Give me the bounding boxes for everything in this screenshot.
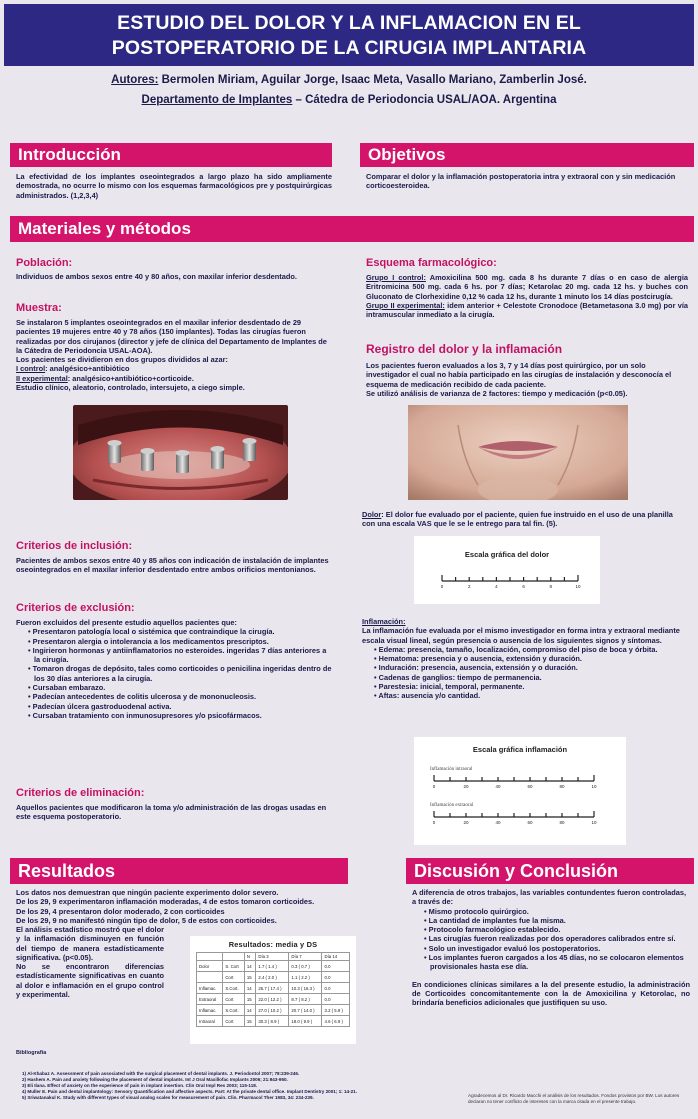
table-row (197, 972, 350, 983)
muestra-title: Muestra: (16, 302, 62, 314)
table-cell: 0.0 (322, 983, 350, 994)
scale-tick-label: 0 (432, 820, 436, 825)
resultados-analysis (16, 925, 164, 999)
table-cell: 15 (244, 972, 255, 983)
list-item: • Tomaron drogas de depósito, tales como corticoides o penicilina ingeridas dentro de los 30 días anteriores a la cirugía. (16, 664, 334, 683)
table-cell: 15 (244, 1016, 255, 1027)
scale-tick-label: 80 (559, 820, 565, 825)
department-line (4, 90, 694, 110)
list-item: • Solo un investigador evaluó los postoperatorios. (412, 944, 690, 953)
discusion-list (412, 907, 690, 972)
table-cell: Extraoral (197, 994, 223, 1005)
extraoral-scale-label: Inflamación extraoral (430, 803, 474, 808)
inclusion-title: Criterios de inclusión: (16, 540, 133, 552)
scale-tick-label: 20 (463, 784, 469, 789)
discusion-title: Discusión y Conclusión (414, 861, 619, 881)
bib-item: 5) Sriwatanakul K. Study with different types of visual analog scales for measurement of pain. Clin. Pharmacol Ther 1983, 34: 234-239. (22, 1095, 314, 1100)
exclusion-title: Criterios de exclusión: (16, 602, 135, 614)
registro-block (366, 361, 688, 398)
esquema-block (366, 273, 688, 319)
muestra-text: Se instalaron 5 implantes oseointegrados en el maxilar inferior desdentado de 29 pacientes 19 mujeres entre 40 y 78 años (150 implantes). Todas las cirugías fueron realizadas por dos cirujanos (director y jefe de clínica del Departamento de Implantes de la Cátedra de Periodoncia USAL-AOA). (16, 318, 327, 355)
resultados-line: De los 29, 4 presentaron dolor moderado, 2 con corticoides (16, 906, 225, 916)
table-cell: 14 (244, 983, 255, 994)
table-cell: S. Cort (223, 961, 245, 972)
table-cell: Día 3 (256, 953, 289, 961)
title-band (4, 4, 694, 66)
resultados-lines (16, 888, 346, 925)
inclusion-text: Pacientes de ambos sexos entre 40 y 85 años con indicación de instalación de implantes oseointegrados en el maxilar inferior desdentado entre ambos orificios mentonianos. (16, 556, 329, 575)
scale-tick-label: 20 (463, 820, 469, 825)
list-item: • Induración: presencia, ausencia, extensión y o duración. (362, 663, 688, 672)
dolor-text: : El dolor fue evaluado por el paciente, quien fue instruido en el uso de una planilla con una escala VAS que le se le entrego para tal fin. (5). (362, 510, 673, 529)
control-line (16, 364, 334, 373)
table-cell: 1.1 ( 2.2 ) (289, 972, 322, 983)
experimental-text: : analgésico+antibiótico+corticoide. (67, 373, 194, 383)
table-cell: 1.7 ( 1.4 ) (256, 961, 289, 972)
table-cell: 15 (244, 994, 255, 1005)
pain-scale-figure (414, 536, 600, 604)
scale-tick-label: 60 (527, 784, 533, 789)
bib-item: 4) Muller E. Pain and dental implantology: Sensory Quantification and affective aspects. Part: At the private dental office. Implant Dentistry 2001; 1: 14-21. (22, 1089, 357, 1094)
list-item: • Cursaban tratamiento con inmunosupresores y/o psicofármacos. (16, 711, 334, 720)
exclusion-list (16, 627, 334, 720)
table-row (197, 994, 350, 1005)
discusion-block (412, 888, 690, 1008)
table-cell: 22.0 ( 12.2 ) (256, 994, 289, 1005)
table-cell: 14 (244, 1005, 255, 1016)
section-bar-resultados (10, 858, 348, 884)
table-cell (197, 953, 223, 961)
scale-tick-label: 40 (495, 820, 501, 825)
list-item: • Padecían antecedentes de colitis ulcerosa y de mononucleosis. (16, 692, 334, 701)
table-row (197, 983, 350, 994)
table-cell: 30.3 ( 8.9 ) (256, 1016, 289, 1027)
resultados-title: Resultados (18, 861, 116, 881)
resultados-line: De los 29, 9 no manifestó ningún tipo de dolor, 5 de estos con corticoides. (16, 915, 277, 925)
authors-label: Autores: (111, 74, 159, 86)
exclusion-intro: Fueron excluidos del presente estudio aquellos pacientes que: (16, 618, 237, 627)
authors-line (4, 70, 694, 90)
materiales-title: Materiales y métodos (18, 219, 191, 238)
scale-tick-label: 40 (495, 784, 501, 789)
resultados-line: De los 29, 9 experimentaron inflamación moderadas, 4 de estos tomaron corticoides. (16, 897, 315, 907)
resultados-line: Los datos nos demuestran que ningún paciente experimento dolor severo. (16, 888, 279, 897)
poster-title-line1: ESTUDIO DEL DOLOR Y LA INFLAMACION EN EL (117, 12, 581, 34)
list-item: • Edema: presencia, tamaño, localización, compromiso del piso de boca y órbita. (362, 645, 688, 654)
eliminacion-text: Aquellos pacientes que modificaron la toma y/o administración de las drogas usadas en este esquema postoperatorio. (16, 803, 327, 822)
inflamacion-label: Inflamación: (362, 617, 406, 626)
list-item: • Los implantes fueron cargados a los 45 días, no se colocaron elementos provisionales hasta ese día. (412, 953, 690, 972)
department-label: Departamento de Implantes (141, 94, 293, 106)
control-label: I control (16, 364, 46, 374)
face-photo (408, 405, 628, 500)
table-cell: 20.7 ( 14.0 ) (289, 1005, 322, 1016)
pain-scale-title: Escala gráfica del dolor (464, 550, 550, 559)
authors-names: Bermolen Miriam, Aguilar Jorge, Isaac Meta, Vasallo Mariano, Zamberlin José. (161, 74, 587, 86)
inflammation-scale-svg (414, 771, 626, 845)
list-item: • Las cirugías fueron realizadas por dos operadores calibrados entre sí. (412, 934, 690, 943)
list-item: • Protocolo farmacológico establecido. (412, 925, 690, 934)
conclusion-text: En condiciones clínicas similares a la del presente estudio, la administración de Corticoides concomitantemente con la de Amoxicilina y Ketorolac, no brindaría beneficios adicionales que justifiquen su uso. (412, 979, 690, 1008)
table-cell: 27.0 ( 10.2 ) (256, 1005, 289, 1016)
table-cell: 0.3 ( 0.7 ) (289, 961, 322, 972)
list-item: • Ingirieron hormonas y antiinflamatorios no esteroides. ingeridas 7 días anteriores a la cirugía. (16, 646, 334, 665)
scale-tick-label: 60 (527, 820, 533, 825)
list-item: • Mismo protocolo quirúrgico. (412, 907, 690, 916)
table-row (197, 1016, 350, 1027)
introduccion-title: Introducción (18, 145, 121, 164)
table-cell: Intraoral (197, 1016, 223, 1027)
table-cell: Inflamac. (197, 983, 223, 994)
bibliografia-list (22, 1071, 442, 1101)
results-table (196, 952, 350, 1027)
muestra-text2: Los pacientes se dividieron en dos grupos divididos al azar: (16, 355, 228, 365)
experimental-line (16, 374, 334, 383)
pain-scale-svg (414, 559, 600, 599)
experimental-label: II experimental (16, 373, 68, 383)
inflamacion-list (362, 645, 688, 701)
scale-tick-label: 0 (440, 584, 444, 589)
scale-tick-label: 4 (495, 584, 498, 589)
table-cell: Día 7 (289, 953, 322, 961)
dolor-paragraph (362, 510, 688, 529)
introduccion-text: La efectividad de los implantes oseointegrados a largo plazo ha sido ampliamente demostrada, no ocurre lo mismo con los esquemas farmacológicos pre y postquirúrgicas administrados. (1,2,3,4) (16, 172, 332, 200)
esquema-title: Esquema farmacológico: (366, 257, 497, 269)
inflammation-scale-figure (414, 737, 626, 845)
table-row (197, 1005, 350, 1016)
intraoral-scale-label: Inflamación intraoral (430, 767, 473, 772)
analisis-text: El análisis estadístico mostró que el dolor y la inflamación disminuyen en función del tiempo de manera estadísticamente significativa. (p<0.05). (16, 925, 164, 962)
muestra-block (16, 318, 334, 392)
scale-tick-label: 10 (575, 584, 581, 589)
grupo1-text: Amoxicilina 500 mg. cada 8 hs durante 7 días o en caso de alergia Eritromicina 500 mg. cada 6 hs. por 7 días; Ketarolac 20 mg. cada 12 hs. y buches con Gluconato de Clorhexidine 0,12 % cada 12 hs, durante 1 minuto los 14 días postcirugía. (366, 273, 688, 301)
table-cell: Cort (223, 994, 245, 1005)
implants-photo (73, 405, 288, 500)
scale-tick-label: 0 (432, 784, 436, 789)
table-cell: 8.7 ( 8.2 ) (289, 994, 322, 1005)
table-cell: Dolor (197, 961, 223, 972)
list-item: • Parestesia: inicial, temporal, permanente. (362, 682, 688, 691)
bib-item: 1) Al-Khabaz A. Assessment of pain associated with the surgical placement of dental implants. J. Periodontol 2007; 78:239-246. (22, 1071, 300, 1076)
section-bar-discusion (406, 858, 694, 884)
table-cell: 4.6 ( 6.9 ) (322, 1016, 350, 1027)
objetivos-text: Comparar el dolor y la inflamación postoperatoria intra y extraoral con y sin medicación corticoesteroidea. (366, 172, 676, 191)
poblacion-text: Individuos de ambos sexos entre 40 y 80 años, con maxilar inferior desdentado. (16, 272, 297, 281)
table-cell (223, 953, 245, 961)
table-cell: 3.2 ( 5.9 ) (322, 1005, 350, 1016)
table-cell: 0.0 (322, 994, 350, 1005)
bib-item: 2) Hashem A. Pain and anxiety following the placement of dental implants. Int J Oral Maxillofac Implants 2006; 21:943-950. (22, 1077, 288, 1082)
results-table-box (190, 936, 356, 1044)
list-item: • Hematoma: presencia y o ausencia, extensión y duración. (362, 654, 688, 663)
table-cell (197, 972, 223, 983)
scale-tick-label: 6 (522, 584, 525, 589)
list-item: • Cursaban embarazo. (16, 683, 334, 692)
scale-tick-label: 80 (559, 784, 565, 789)
list-item: • La cantidad de implantes fue la misma. (412, 916, 690, 925)
objetivos-title: Objetivos (368, 145, 446, 164)
table-cell: 2.4 ( 2.0 ) (256, 972, 289, 983)
list-item: • Padecían úlcera gastroduodenal activa. (16, 702, 334, 711)
scale-tick-label: 8 (549, 584, 553, 589)
discusion-intro: A diferencia de otros trabajos, las variables contundentes fueron controladas, a través de: (412, 888, 687, 907)
section-bar-introduccion (10, 143, 332, 167)
table-cell: S.Cort. (223, 983, 245, 994)
list-item: • Presentaron patología local o sistémica que contraindique la cirugía. (16, 627, 334, 636)
scale-tick-label: 2 (467, 584, 471, 589)
table-cell: 25.7 ( 17.4 ) (256, 983, 289, 994)
grupo2-text: idem anterior + Celestote Cronodoce (Betametasona 3.0 mg) por vía intramuscular inmediato a la cirugía. (366, 300, 688, 320)
table-row (197, 961, 350, 972)
inflamacion-text: La inflamación fue evaluada por el mismo investigador en forma intra y extraoral mediante escala visual lineal, según presencia o ausencia de los siguientes signos y síntomas. (362, 626, 680, 645)
exclusion-block (16, 618, 334, 720)
scale-tick-label: 10 (591, 784, 597, 789)
table-cell: Cort (223, 972, 245, 983)
registro-text: Los pacientes fueron evaluados a los 3, 7 y 14 días post quirúrgico, por un solo investigador el cual no había participado en las cirugías de instalación y desconocía el esquema de medicación recibido de cada paciente. (366, 361, 672, 389)
table-cell: N (244, 953, 255, 961)
registro-title: Registro del dolor y la inflamación (366, 342, 563, 356)
no-diferencias-text: No se encontraron diferencias estadísticamente significativas en cuanto al dolor e inflamación en el grupo control y experimental. (16, 962, 164, 1000)
table-cell: Día 14 (322, 953, 350, 961)
poblacion-title: Población: (16, 257, 73, 269)
table-row (197, 953, 350, 961)
table-cell: Cort (223, 1016, 245, 1027)
estudio-text: Estudio clínico, aleatorio, controlado, intersujeto, a ciego simple. (16, 383, 245, 393)
authors-block (4, 70, 694, 110)
list-item: • Cadenas de ganglios: tiempo de permanencia. (362, 673, 688, 682)
table-cell: 18.0 ( 9.9 ) (289, 1016, 322, 1027)
agradecimientos-text: Agradecemos al Dr. Ricardo Macchi el análisis de los resultados. Fondos provistos por BW. Los autores declaran no tener conflicto de intereses con la marca citada en el presente trabajo. (468, 1093, 680, 1104)
scale-tick-label: 10 (591, 820, 597, 825)
department-rest: – Cátedra de Periodoncia USAL/AOA. Argentina (292, 94, 557, 106)
grupo1-label: Grupo I control: (366, 273, 426, 282)
grupo2-label: Grupo II experimental: (366, 300, 445, 310)
poster-title-line2: POSTOPERATORIO DE LA CIRUGIA IMPLANTARIA (111, 37, 587, 59)
table-cell: 14 (244, 961, 255, 972)
list-item: • Presentaron alergia o intolerancia a los medicamentos prescriptos. (16, 637, 334, 646)
registro-text2: Se utilizó análisis de varianza de 2 factores: tiempo y medicación (p<0.05). (366, 388, 628, 398)
grupo2-paragraph (366, 301, 688, 320)
section-bar-objetivos (360, 143, 694, 167)
control-text: : analgésico+antibiótico (45, 364, 130, 374)
results-table-title: Resultados: media y DS (228, 940, 318, 949)
table-cell: Inflamac. (197, 1005, 223, 1016)
table-cell: S.Cort. (223, 1005, 245, 1016)
bib-item: 3) Eli Ilana. Effect of anxiety on the experience of pain in implant insertion. Clin Oral Impl Res 2003; 115-118. (22, 1083, 258, 1088)
bibliografia-title: Bibliografía (16, 1050, 47, 1056)
inflamacion-block (362, 617, 688, 701)
list-item: • Aftas: ausencia y/o cantidad. (362, 691, 688, 700)
eliminacion-title: Criterios de eliminación: (16, 787, 145, 799)
dolor-label: Dolor (362, 510, 382, 519)
inflammation-scale-title: Escala gráfica inflamación (472, 745, 568, 754)
section-bar-materiales (10, 216, 694, 242)
table-cell: 0.0 (322, 972, 350, 983)
table-cell: 0.0 (322, 961, 350, 972)
table-cell: 10.3 ( 16.3 ) (289, 983, 322, 994)
grupo1-paragraph (366, 273, 688, 301)
